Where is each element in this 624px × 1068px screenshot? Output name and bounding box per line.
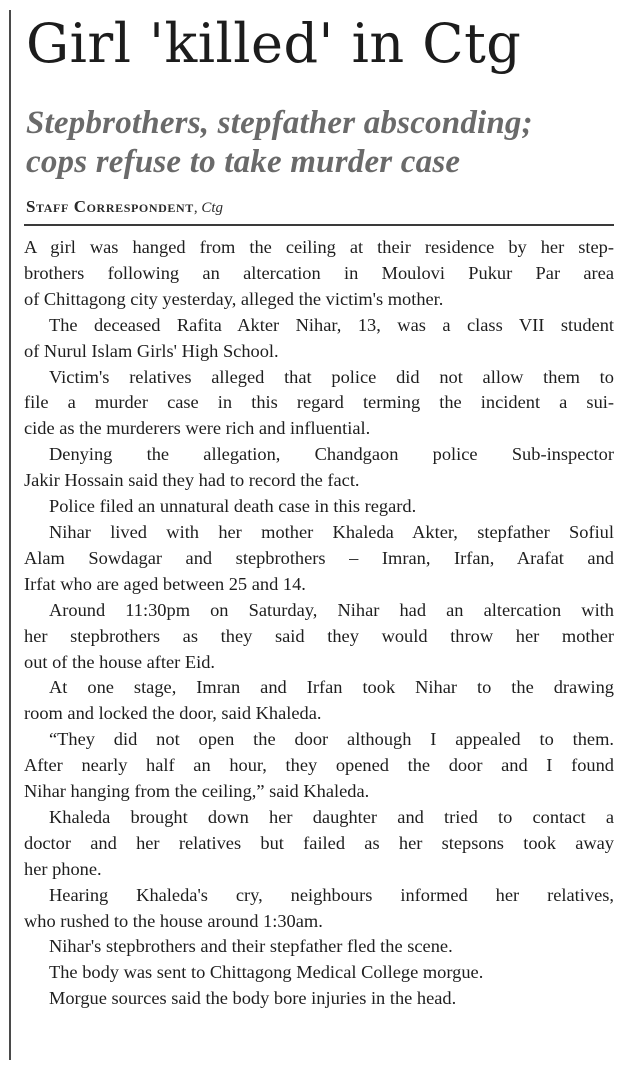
body-line: who rushed to the house around 1:30am. <box>24 910 323 931</box>
byline-name: Staff Correspondent <box>26 197 194 216</box>
subheadline <box>26 104 616 182</box>
article-body <box>24 235 614 1012</box>
body-line: Around 11:30pm on Saturday, Nihar had an altercation with <box>49 599 614 620</box>
body-line: her phone. <box>24 858 102 879</box>
body-line: Alam Sowdagar and stepbrothers – Imran, Irfan, Arafat and <box>24 547 614 568</box>
body-line: out of the house after Eid. <box>24 651 216 672</box>
body-line: Morgue sources said the body bore injuries in the head. <box>49 988 457 1009</box>
byline-divider <box>24 224 614 226</box>
body-line: Nihar lived with her mother Khaleda Akter, stepfather Sofiul <box>49 521 614 542</box>
body-line: cide as the murderers were rich and influential. <box>24 418 371 439</box>
byline-place: Ctg <box>201 200 224 216</box>
body-line: of Nurul Islam Girls' High School. <box>24 340 279 361</box>
headline: Girl 'killed' in Ctg <box>26 12 522 75</box>
body-line: The body was sent to Chittagong Medical College morgue. <box>49 962 484 983</box>
body-line: Jakir Hossain said they had to record the fact. <box>24 470 360 491</box>
subheadline-line: cops refuse to take murder case <box>26 144 461 180</box>
body-line: The deceased Rafita Akter Nihar, 13, was a class VII student <box>49 314 614 335</box>
body-line: Nihar's stepbrothers and their stepfather fled the scene. <box>49 936 453 957</box>
body-line: Irfat who are aged between 25 and 14. <box>24 573 306 594</box>
byline <box>26 197 223 217</box>
body-line: file a murder case in this regard terming the incident a sui- <box>24 392 614 413</box>
body-line: After nearly half an hour, they opened the door and I found <box>24 755 614 776</box>
body-line: of Chittagong city yesterday, alleged the victim's mother. <box>24 288 444 309</box>
body-line: room and locked the door, said Khaleda. <box>24 703 322 724</box>
body-line: “They did not open the door although I appealed to them. <box>49 729 614 750</box>
body-line: brothers following an altercation in Moulovi Pukur Par area <box>24 262 614 283</box>
body-line: doctor and her relatives but failed as her stepsons took away <box>24 832 614 853</box>
body-line: A girl was hanged from the ceiling at their residence by her step- <box>24 237 614 257</box>
column-left-rule <box>9 10 11 1060</box>
body-line: Nihar hanging from the ceiling,” said Khaleda. <box>24 781 370 802</box>
body-line: At one stage, Imran and Irfan took Nihar to the drawing <box>49 677 614 698</box>
body-line: Police filed an unnatural death case in this regard. <box>49 496 417 517</box>
body-line: Hearing Khaleda's cry, neighbours informed her relatives, <box>49 884 614 905</box>
body-line: her stepbrothers as they said they would throw her mother <box>24 625 614 646</box>
subheadline-line: Stepbrothers, stepfather absconding; <box>26 105 533 141</box>
byline-separator: , <box>193 200 202 216</box>
body-line: Denying the allegation, Chandgaon police Sub-inspector <box>49 444 614 465</box>
body-line: Khaleda brought down her daughter and tried to contact a <box>49 806 614 827</box>
body-line: Victim's relatives alleged that police did not allow them to <box>49 366 614 387</box>
